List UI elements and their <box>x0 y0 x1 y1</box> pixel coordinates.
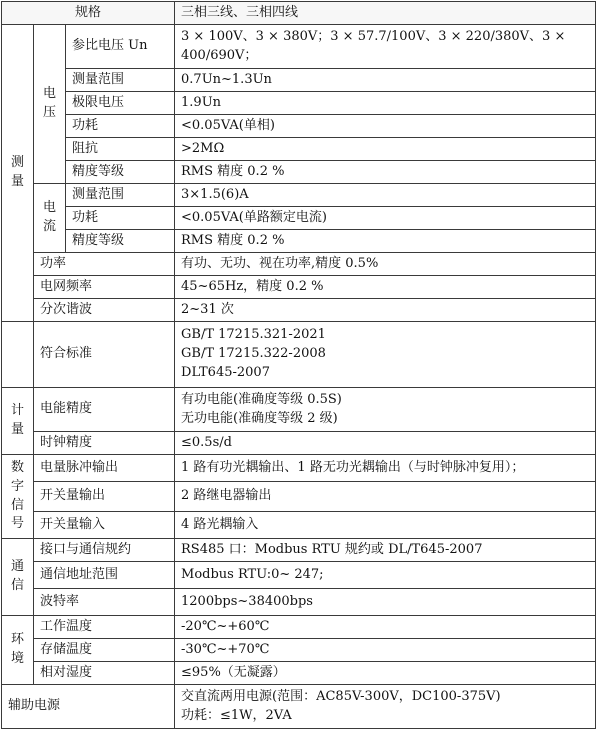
spec-value: 0.7Un~1.3Un <box>175 69 596 92</box>
group-label-current <box>34 184 66 253</box>
energy-item: 有功电能(准确度等级 0.5S) <box>181 391 342 407</box>
spec-row-work-temp <box>2 616 596 639</box>
spec-row-voltage-range <box>2 69 596 92</box>
aux-item: 交直流两用电源(范围：AC85V-300V，DC100-375V) <box>181 688 501 704</box>
spec-label: 接口与通信规约 <box>34 539 175 562</box>
spec-value: 1200bps~38400bps <box>175 589 596 616</box>
spec-row-relay <box>2 482 596 512</box>
spec-value-aux <box>175 685 596 729</box>
spec-row-energy <box>2 388 596 432</box>
spec-label: 波特率 <box>34 589 175 616</box>
spec-row-model <box>2 2 596 25</box>
spec-row-power <box>2 253 596 276</box>
spec-value: 1.9Un <box>175 92 596 115</box>
spec-value: RMS 精度 0.2 % <box>175 161 596 184</box>
spec-value: -30℃~+70℃ <box>175 639 596 662</box>
spec-label: 功率 <box>34 253 175 276</box>
spec-label: 通信地址范围 <box>34 562 175 589</box>
spec-label: 功耗 <box>66 207 175 230</box>
spec-row-voltage-impedance <box>2 138 596 161</box>
spec-row-standards <box>2 322 596 388</box>
spec-row-frequency <box>2 276 596 299</box>
spec-row-ref-voltage <box>2 25 596 69</box>
spec-label: 开关量输入 <box>34 512 175 539</box>
spec-value: 3×1.5(6)A <box>175 184 596 207</box>
group-text-env: 环 境 <box>10 632 24 666</box>
spec-value: 有功、无功、视在功率,精度 0.5% <box>175 253 596 276</box>
spec-value: ≤0.5s/d <box>175 432 596 455</box>
spec-value: ≤95%（无凝露） <box>175 662 596 685</box>
spec-value: 45~65Hz，精度 0.2 % <box>175 276 596 299</box>
group-label-comm <box>2 539 34 616</box>
group-text-voltage: 电 压 <box>42 86 56 120</box>
spec-row-voltage-accuracy <box>2 161 596 184</box>
group-text-comm: 通 信 <box>10 559 24 593</box>
group-label-digital <box>2 455 34 539</box>
spec-row-current-accuracy <box>2 230 596 253</box>
spec-row-baud <box>2 589 596 616</box>
spec-label: 辅助电源 <box>2 685 175 729</box>
group-text-current: 电 流 <box>42 200 56 234</box>
spec-label: 分次谐波 <box>34 299 175 322</box>
group-label-env <box>2 616 34 685</box>
energy-item: 无功电能(准确度等级 2 级) <box>181 410 338 426</box>
spec-value: 2~31 次 <box>175 299 596 322</box>
group-text-metering: 计 量 <box>10 403 24 437</box>
group-label-voltage <box>34 25 66 184</box>
spec-label: 精度等级 <box>66 230 175 253</box>
group-label-measure <box>2 25 34 322</box>
spec-label: 时钟精度 <box>34 432 175 455</box>
spec-header-value: 三相三线、三相四线 <box>175 2 596 25</box>
spec-label: 阻抗 <box>66 138 175 161</box>
spec-value: 3 × 100V、3 × 380V；3 × 57.7/100V、3 × 220/380V、3 × 400/690V； <box>175 25 596 69</box>
spec-label: 精度等级 <box>66 161 175 184</box>
spec-row-pulse <box>2 455 596 482</box>
spec-value: RS485 口：Modbus RTU 规约或 DL/T645-2007 <box>175 539 596 562</box>
spec-value: 1 路有功光耦输出、1 路无功光耦输出（与时钟脉冲复用）； <box>175 455 596 482</box>
spec-row-humidity <box>2 662 596 685</box>
spec-label: 存储温度 <box>34 639 175 662</box>
spec-label: 开关量输出 <box>34 482 175 512</box>
spec-row-current-power <box>2 207 596 230</box>
spec-value-energy <box>175 388 596 432</box>
aux-item: 功耗：≤1W，2VA <box>181 707 292 723</box>
spec-row-clock <box>2 432 596 455</box>
standard-item: DLT645-2007 <box>181 364 270 380</box>
spec-value: RMS 精度 0.2 % <box>175 230 596 253</box>
spec-label: 测量范围 <box>66 184 175 207</box>
group-text-digital: 数 字 信 号 <box>10 459 24 532</box>
spec-label: 电网频率 <box>34 276 175 299</box>
spec-row-input <box>2 512 596 539</box>
spec-label: 测量范围 <box>66 69 175 92</box>
spec-value: 4 路光耦输入 <box>175 512 596 539</box>
spec-value: 2 路继电器输出 <box>175 482 596 512</box>
spec-value: <0.05VA(单路额定电流) <box>175 207 596 230</box>
spec-label: 符合标准 <box>34 322 175 388</box>
standard-item: GB/T 17215.321-2021 <box>181 327 326 343</box>
spec-value: Modbus RTU:0~ 247; <box>175 562 596 589</box>
spec-row-voltage-limit <box>2 92 596 115</box>
group-label-standards-blank <box>2 322 34 388</box>
spec-table <box>1 1 596 729</box>
spec-value: >2MΩ <box>175 138 596 161</box>
spec-label: 极限电压 <box>66 92 175 115</box>
spec-header-label: 规格 <box>2 2 175 25</box>
spec-value-standards <box>175 322 596 388</box>
spec-row-harmonics <box>2 299 596 322</box>
spec-row-voltage-power <box>2 115 596 138</box>
spec-row-current-range <box>2 184 596 207</box>
spec-value: <0.05VA(单相) <box>175 115 596 138</box>
spec-label: 工作温度 <box>34 616 175 639</box>
spec-label: 相对湿度 <box>34 662 175 685</box>
spec-row-protocol <box>2 539 596 562</box>
group-label-metering <box>2 388 34 455</box>
spec-label: 电能精度 <box>34 388 175 432</box>
group-text-measure: 测 量 <box>10 155 24 189</box>
spec-row-address <box>2 562 596 589</box>
spec-label: 参比电压 Un <box>66 25 175 69</box>
standard-item: GB/T 17215.322-2008 <box>181 346 326 362</box>
spec-label: 功耗 <box>66 115 175 138</box>
spec-value: -20℃~+60℃ <box>175 616 596 639</box>
spec-label: 电量脉冲输出 <box>34 455 175 482</box>
spec-row-store-temp <box>2 639 596 662</box>
spec-row-aux-power <box>2 685 596 729</box>
